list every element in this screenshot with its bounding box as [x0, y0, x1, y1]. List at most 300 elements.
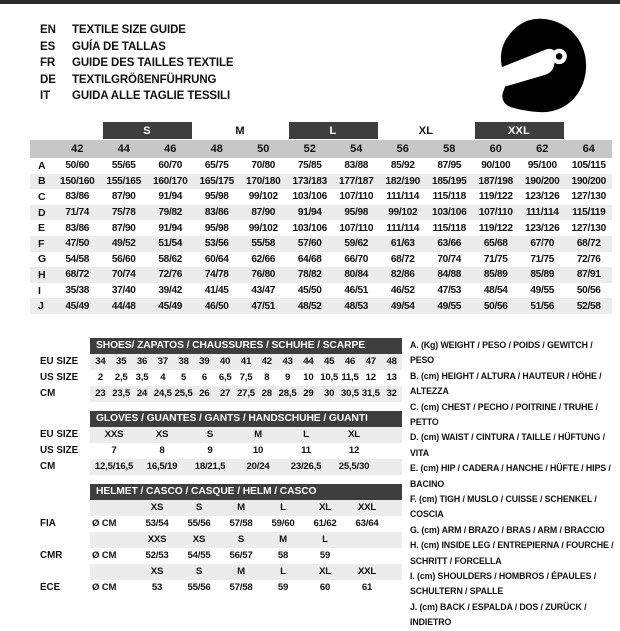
measure-cell: 99/102: [248, 222, 278, 234]
sub-row: [40, 443, 402, 459]
measure-cell: 91/94: [158, 222, 183, 234]
language-code: IT: [40, 90, 51, 102]
size-cell: 59: [277, 582, 289, 594]
legend-item: F. (cm) TIGH / MUSLO / CUISSE / SCHENKEL / COSCIA: [410, 494, 597, 520]
measure-cell: 95/98: [204, 191, 229, 203]
size-cell: 8: [159, 445, 165, 457]
language-code: EN: [40, 24, 56, 36]
size-cell: 57/58: [229, 582, 253, 594]
measure-cell: 51/56: [530, 300, 555, 312]
sub-row-body: [90, 443, 402, 459]
size-cell: 4: [160, 372, 166, 384]
helmet-table-body: [40, 500, 402, 596]
sub-row-body: [90, 500, 402, 516]
measure-cell: 44/48: [111, 300, 136, 312]
size-cell: 7,5: [239, 372, 253, 384]
gloves-table-body: [40, 427, 402, 475]
row-label: CM: [40, 461, 56, 473]
measure-cell: 95/98: [344, 207, 369, 219]
size-col-header: 52: [303, 143, 316, 155]
language-row: [40, 39, 234, 56]
measure-cell: 35/38: [65, 285, 90, 297]
measure-cell: 45/49: [65, 300, 90, 312]
language-row: [40, 55, 234, 72]
measure-row: [30, 205, 612, 221]
size-cell: 35: [116, 356, 127, 368]
size-cell: 11: [301, 445, 311, 457]
measure-cell: 119/122: [478, 191, 513, 203]
size-cell: 41: [240, 356, 252, 368]
measure-cell: 63/66: [437, 238, 462, 250]
measure-cell: 71/75: [530, 253, 555, 265]
size-cell: 3,5: [135, 372, 149, 384]
size-cell: 39: [199, 356, 210, 368]
measure-cell: 95/100: [527, 160, 557, 172]
row-label: US SIZE: [40, 445, 79, 457]
size-cell: 29: [303, 388, 314, 400]
measure-cell: 66/70: [344, 253, 369, 265]
measure-cell: 190/200: [571, 175, 606, 187]
measure-cell: 87/90: [251, 207, 276, 219]
size-cell: 24: [136, 388, 148, 400]
size-col-header: 54: [350, 143, 363, 155]
sub-row-body: [90, 580, 402, 596]
measure-cell: 83/86: [204, 207, 229, 219]
sub-row: [40, 370, 402, 386]
size-cell: 44: [303, 356, 314, 368]
size-col-header: 56: [396, 143, 409, 155]
measure-cell: 58/62: [158, 253, 183, 265]
language-label: GUIDA ALLE TAGLIE TESSILI: [72, 90, 231, 102]
measure-cell: 177/187: [339, 175, 374, 187]
measure-cell: 49/55: [530, 285, 555, 297]
size-cell: XS: [150, 502, 164, 514]
size-cell: 5: [181, 372, 187, 384]
measure-cell: 173/183: [292, 175, 327, 187]
measure-cell: 105/115: [571, 160, 606, 172]
size-group-l: L: [289, 122, 378, 139]
row-label: US SIZE: [40, 372, 79, 384]
language-row: [40, 72, 234, 89]
size-cell: XS: [192, 534, 206, 546]
size-cell: 12,5/16,5: [94, 461, 134, 473]
main-table-body: [30, 158, 612, 314]
size-cell: 38: [178, 356, 189, 368]
measure-cell: 123/126: [525, 191, 560, 203]
size-cell: 54/55: [187, 550, 211, 562]
measure-cell: 46/50: [204, 300, 229, 312]
size-cell: 61/62: [313, 518, 337, 530]
size-cell: 25,5/30: [338, 461, 370, 473]
diameter-label: Ø CM: [92, 582, 117, 594]
measure-cell: 83/88: [344, 160, 369, 172]
diameter-label: Ø CM: [92, 550, 117, 562]
measure-cell: 64/68: [297, 253, 322, 265]
measure-cell: 65/75: [204, 160, 229, 172]
measure-cell: 72/76: [158, 269, 183, 281]
bottom-section: [40, 338, 616, 631]
size-cell: 13: [386, 372, 397, 384]
size-cell: 55/56: [187, 518, 211, 530]
measure-cell: 127/130: [571, 191, 606, 203]
size-cell: 31,5: [361, 388, 380, 400]
measure-cell: 70/74: [437, 253, 462, 265]
size-cell: M: [237, 502, 245, 514]
sub-row: [40, 548, 402, 564]
size-cell: 53: [151, 582, 163, 594]
shoes-table-title: SHOES/ ZAPATOS / CHAUSSURES / SCHUHE / SCARPE: [90, 338, 402, 354]
measure-cell: 107/110: [339, 222, 374, 234]
size-col-header: 46: [164, 143, 177, 155]
measure-cell: 115/118: [432, 222, 466, 234]
sub-row-body: [90, 564, 402, 580]
row-label: FIA: [40, 518, 56, 530]
measure-cell: 95/98: [204, 222, 229, 234]
measure-cell: 59/62: [344, 238, 369, 250]
size-cell: XS: [150, 566, 164, 578]
measure-cell: 46/52: [390, 285, 415, 297]
size-cell: 24,5: [153, 388, 172, 400]
measure-cell: 65/68: [483, 238, 508, 250]
size-cell: 12: [348, 445, 360, 457]
measure-cell: 83/86: [65, 191, 90, 203]
measure-cell: 55/65: [111, 160, 136, 172]
size-cell: 9: [285, 372, 291, 384]
helmet-table-title: HELMET / CASCO / CASQUE / HELM / CASCO: [90, 484, 402, 500]
size-cell: S: [195, 566, 203, 578]
measure-cell: 37/40: [111, 285, 136, 297]
size-cell: 10,5: [320, 372, 339, 384]
measure-cell: 47/51: [251, 300, 276, 312]
language-list: [40, 14, 234, 110]
size-group-m: M: [235, 124, 245, 137]
measure-cell: 68/72: [65, 269, 90, 281]
legend-item: B. (cm) HEIGHT / ALTURA / HAUTEUR / HÖHE / ALTEZZA: [410, 370, 602, 397]
size-cell: 11,5: [341, 372, 359, 384]
measure-cell: 71/74: [65, 207, 90, 219]
size-cell: 26: [199, 388, 210, 400]
size-cell: 27,5: [237, 388, 255, 400]
sub-row: [40, 354, 402, 370]
size-cell: M: [237, 566, 245, 578]
measure-cell: 43/47: [251, 285, 276, 297]
size-cell: 28,5: [278, 388, 297, 400]
size-cell: S: [237, 534, 245, 546]
size-cell: 60: [319, 582, 331, 594]
measure-cell: 41/45: [204, 285, 229, 297]
measure-cell: 190/200: [525, 175, 560, 187]
size-cell: 57/58: [229, 518, 253, 530]
size-cell: 7: [111, 445, 117, 457]
measure-cell: 50/60: [65, 160, 90, 172]
measure-cell: 87/90: [111, 222, 136, 234]
size-cell: XXS: [147, 534, 167, 546]
language-label: GUIDE DES TAILLES TEXTILE: [72, 57, 234, 69]
size-col-header: 60: [489, 143, 502, 155]
row-label: [40, 500, 90, 516]
sub-row: [40, 564, 402, 580]
size-group-xl: XL: [418, 124, 434, 137]
measure-cell: 111/114: [525, 207, 559, 219]
row-label: A: [38, 159, 46, 172]
size-col-header: 62: [536, 143, 549, 155]
size-cell: 2: [97, 372, 103, 384]
size-cell: 61: [361, 582, 373, 594]
size-cell: 30,5: [341, 388, 359, 400]
size-cell: XS: [155, 429, 169, 441]
measure-cell: 85/89: [530, 269, 555, 281]
size-cell: L: [322, 534, 328, 546]
size-cell: 42: [261, 356, 272, 368]
measure-cell: 57/60: [297, 238, 322, 250]
measure-row: [30, 283, 612, 299]
sub-row-body: [90, 354, 402, 370]
language-label: TEXTILE SIZE GUIDE: [72, 24, 186, 36]
measure-cell: 84/88: [437, 269, 462, 281]
language-code: FR: [40, 57, 56, 69]
sub-row-body: [90, 516, 402, 532]
row-label: J: [38, 300, 44, 313]
size-cell: XL: [348, 429, 360, 441]
measure-cell: 83/86: [65, 222, 90, 234]
size-group-xxl: XXL: [475, 122, 564, 139]
size-cell: XL: [319, 566, 331, 578]
size-cell: 43: [282, 356, 293, 368]
row-label: B: [38, 175, 46, 188]
size-cell: 23/26,5: [290, 461, 322, 473]
measure-cell: 87/90: [111, 191, 136, 203]
measure-cell: 71/75: [483, 253, 508, 265]
sub-row: [40, 459, 402, 475]
size-cell: 59: [319, 550, 331, 562]
measure-cell: 111/114: [386, 191, 420, 203]
row-label: H: [38, 268, 46, 281]
sub-row-body: [90, 427, 402, 443]
language-row: [40, 22, 234, 39]
size-cell: 45: [324, 356, 335, 368]
measure-cell: 46/51: [344, 285, 369, 297]
row-label: [40, 532, 90, 548]
sub-row: [40, 386, 402, 402]
size-cell: 63/64: [355, 518, 379, 530]
measure-cell: 79/82: [158, 207, 183, 219]
measure-cell: 49/55: [437, 300, 462, 312]
size-cell: 56/57: [229, 550, 253, 562]
size-col-header: 58: [443, 143, 456, 155]
language-row: [40, 88, 234, 105]
measure-cell: 185/195: [432, 175, 467, 187]
measure-cell: 123/126: [525, 222, 560, 234]
measure-cell: 60/70: [158, 160, 183, 172]
measure-cell: 52/58: [576, 300, 601, 312]
sub-row: [40, 516, 402, 532]
measure-cell: 155/165: [106, 175, 141, 187]
measure-row: [30, 189, 612, 205]
size-cell: 59/60: [271, 518, 295, 530]
row-label: E: [38, 222, 46, 235]
size-cell: 30: [324, 388, 335, 400]
measure-cell: 182/190: [385, 175, 420, 187]
measure-cell: 60/64: [204, 253, 229, 265]
size-cell: XXL: [357, 566, 377, 578]
measure-cell: 82/86: [390, 269, 415, 281]
legend-item: E. (cm) HIP / CADERA / HANCHE / HÜFTE / HIPS / BACINO: [410, 463, 611, 489]
measure-cell: 62/66: [251, 253, 276, 265]
size-col-header: 48: [210, 143, 223, 155]
measure-cell: 72/76: [576, 253, 601, 265]
size-cell: 10: [252, 445, 264, 457]
measure-cell: 103/106: [432, 207, 467, 219]
measure-row: [30, 220, 612, 236]
size-cell: 10: [303, 372, 314, 384]
measure-cell: 103/106: [292, 222, 327, 234]
measure-cell: 68/72: [576, 238, 601, 250]
size-cell: 32: [386, 388, 397, 400]
sub-row: [40, 500, 402, 516]
language-label: TEXTILGRÖßENFÜHRUNG: [72, 73, 217, 86]
measure-cell: 103/106: [292, 191, 327, 203]
size-col-header: 42: [71, 143, 84, 155]
measure-cell: 48/53: [344, 300, 369, 312]
measure-cell: 45/50: [297, 285, 322, 297]
measure-row: [30, 267, 612, 283]
measure-row: [30, 158, 612, 174]
size-col-header: 50: [257, 143, 270, 155]
accessory-tables: [40, 338, 402, 631]
sub-row: [40, 532, 402, 548]
size-cell: 9: [207, 445, 213, 457]
size-cell: 27: [220, 388, 231, 400]
textile-size-table: [30, 122, 612, 314]
measure-cell: 119/122: [478, 222, 513, 234]
sub-row-body: [90, 386, 402, 402]
sub-row: [40, 580, 402, 596]
size-cell: 2,5: [114, 372, 128, 384]
size-cell: 28: [261, 388, 272, 400]
size-cell: 37: [157, 356, 168, 368]
size-cell: 58: [277, 550, 289, 562]
measure-cell: 61/63: [390, 238, 415, 250]
measure-cell: 87/91: [576, 269, 601, 281]
size-cell: 36: [136, 356, 148, 368]
measure-cell: 47/50: [65, 238, 90, 250]
measure-row: [30, 298, 612, 314]
size-cell: 12: [365, 372, 376, 384]
measure-cell: 99/102: [248, 191, 278, 203]
measure-cell: 51/54: [158, 238, 183, 250]
size-cell: 8: [264, 372, 270, 384]
measure-cell: 70/74: [111, 269, 136, 281]
sub-row-body: [90, 459, 402, 475]
row-label: EU SIZE: [40, 429, 79, 441]
page-header: [0, 4, 620, 110]
measure-cell: 54/58: [65, 253, 90, 265]
size-cell: S: [206, 429, 214, 441]
size-cell: L: [303, 429, 309, 441]
measure-cell: 91/94: [297, 207, 322, 219]
language-code: DE: [40, 73, 56, 86]
helmet-table: [40, 484, 402, 596]
size-number-row: [30, 140, 612, 158]
measure-cell: 107/110: [339, 191, 374, 203]
measure-cell: 48/52: [297, 300, 322, 312]
measure-cell: 150/160: [60, 175, 95, 187]
legend-item: D. (cm) WAIST / CINTURA / TAILLE / HÜFTUNG / VITA: [410, 432, 605, 458]
size-cell: 18/21,5: [194, 461, 226, 473]
size-cell: 23,5: [112, 388, 131, 400]
measure-cell: 91/94: [158, 191, 183, 203]
size-cell: L: [280, 566, 286, 578]
row-label: D: [38, 206, 46, 219]
measure-cell: 47/53: [437, 285, 462, 297]
helmet-icon: [484, 16, 592, 116]
size-cell: 23: [95, 388, 106, 400]
measure-cell: 165/175: [199, 175, 234, 187]
measure-cell: 115/119: [572, 207, 606, 219]
size-cell: S: [195, 502, 203, 514]
measure-cell: 67/70: [530, 238, 555, 250]
measure-cell: 68/72: [390, 253, 415, 265]
measure-cell: 50/56: [576, 285, 601, 297]
measure-cell: 48/54: [483, 285, 508, 297]
measure-cell: 55/58: [251, 238, 276, 250]
language-label: GUÍA DE TALLAS: [72, 40, 166, 53]
legend-item: A. (Kg) WEIGHT / PESO / POIDS / GEWITCH / PESO: [410, 339, 593, 366]
row-label: C: [38, 190, 46, 203]
sub-row-body: [90, 548, 402, 564]
measure-cell: 49/54: [390, 300, 415, 312]
measure-cell: 87/95: [437, 160, 462, 172]
size-cell: 47: [365, 356, 376, 368]
size-cell: 6: [201, 372, 207, 384]
legend-item: H. (cm) INSIDE LEG / ENTREPIERNA / FOURCHE / SCHRITT / FORCELLA: [410, 540, 614, 566]
legend-item: G. (cm) ARM / BRAZO / BRAS / ARM / BRACCIO: [410, 524, 605, 535]
row-label: EU SIZE: [40, 356, 79, 368]
measure-cell: 90/100: [481, 160, 511, 172]
size-col-header: 44: [117, 143, 130, 155]
size-cell: 48: [386, 356, 397, 368]
measure-cell: 160/170: [153, 175, 188, 187]
measure-cell: 115/118: [432, 191, 466, 203]
gloves-table-title: GLOVES / GUANTES / GANTS / HANDSCHUHE / GUANTI: [90, 411, 402, 427]
sub-row: [40, 427, 402, 443]
measure-cell: 127/130: [571, 222, 606, 234]
measure-cell: 85/92: [390, 160, 415, 172]
row-label: CM: [40, 388, 56, 400]
legend-item: I. (cm) SHOULDERS / HOMBROS / ÉPAULES / SCHULTERN / SPALLE: [410, 571, 597, 597]
size-cell: XXS: [104, 429, 124, 441]
measure-cell: 85/89: [483, 269, 508, 281]
shoes-table-body: [40, 354, 402, 402]
measure-cell: 111/114: [386, 222, 420, 234]
size-cell: M: [279, 534, 287, 546]
measure-cell: 49/52: [111, 238, 136, 250]
shoes-table: [40, 338, 402, 402]
measure-cell: 50/56: [483, 300, 508, 312]
language-code: ES: [40, 40, 56, 53]
measure-cell: 78/82: [297, 269, 322, 281]
size-cell: 55/56: [187, 582, 211, 594]
measure-row: [30, 252, 612, 268]
measure-cell: 39/42: [158, 285, 183, 297]
size-cell: 46: [344, 356, 356, 368]
measure-cell: 170/180: [246, 175, 281, 187]
measure-cell: 107/110: [478, 207, 513, 219]
measure-cell: 56/60: [111, 253, 136, 265]
size-cell: 40: [220, 356, 231, 368]
diameter-label: Ø CM: [92, 518, 117, 530]
size-group-spacer: [30, 122, 101, 139]
